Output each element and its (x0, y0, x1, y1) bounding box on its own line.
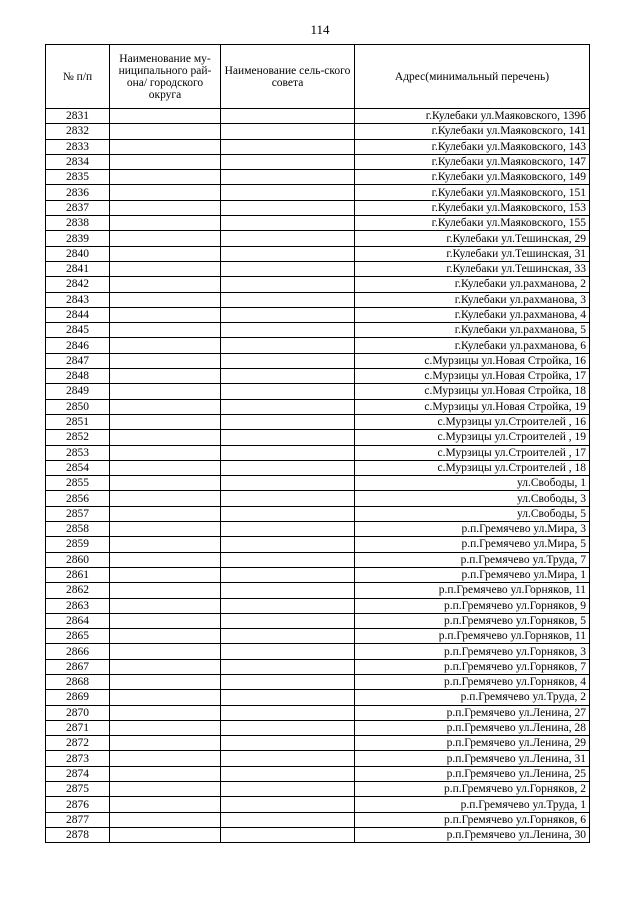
council-cell (221, 307, 355, 322)
address-cell: г.Кулебаки ул.Маяковского, 147 (355, 154, 590, 169)
address-cell: г.Кулебаки ул.рахманова, 2 (355, 277, 590, 292)
council-cell (221, 231, 355, 246)
address-cell: р.п.Гремячево ул.Ленина, 29 (355, 736, 590, 751)
council-cell (221, 766, 355, 781)
council-cell (221, 200, 355, 215)
address-cell: р.п.Гремячево ул.Ленина, 30 (355, 827, 590, 842)
council-cell (221, 154, 355, 169)
municipality-cell (110, 720, 221, 735)
municipality-cell (110, 690, 221, 705)
table-row (46, 690, 590, 705)
address-cell: ул.Свободы, 3 (355, 491, 590, 506)
row-number-cell: 2849 (46, 384, 110, 399)
table-row (46, 567, 590, 582)
row-number-cell: 2870 (46, 705, 110, 720)
row-number-cell: 2875 (46, 782, 110, 797)
row-number-cell: 2857 (46, 506, 110, 521)
table-row (46, 598, 590, 613)
page-number: 114 (310, 22, 330, 37)
header-council: Наименование сель-ского совета (221, 45, 355, 109)
row-number-cell: 2837 (46, 200, 110, 215)
address-cell: р.п.Гремячево ул.Труда, 1 (355, 797, 590, 812)
table-row (46, 629, 590, 644)
row-number-cell: 2846 (46, 338, 110, 353)
address-cell: р.п.Гремячево ул.Мира, 5 (355, 537, 590, 552)
table-row (46, 537, 590, 552)
municipality-cell (110, 812, 221, 827)
row-number-cell: 2831 (46, 109, 110, 124)
municipality-cell (110, 751, 221, 766)
table-row (46, 139, 590, 154)
row-number-cell: 2841 (46, 261, 110, 276)
council-cell (221, 751, 355, 766)
council-cell (221, 583, 355, 598)
council-cell (221, 674, 355, 689)
row-number-cell: 2861 (46, 567, 110, 582)
row-number-cell: 2869 (46, 690, 110, 705)
table-row (46, 522, 590, 537)
address-cell: г.Кулебаки ул.Маяковского, 155 (355, 216, 590, 231)
table-row (46, 720, 590, 735)
row-number-cell: 2856 (46, 491, 110, 506)
council-cell (221, 353, 355, 368)
council-cell (221, 460, 355, 475)
table-row (46, 277, 590, 292)
address-cell: ул.Свободы, 1 (355, 476, 590, 491)
table-row (46, 460, 590, 475)
municipality-cell (110, 277, 221, 292)
address-cell: р.п.Гремячево ул.Горняков, 5 (355, 613, 590, 628)
municipality-cell (110, 460, 221, 475)
table-row (46, 170, 590, 185)
address-cell: г.Кулебаки ул.Маяковского, 151 (355, 185, 590, 200)
council-cell (221, 369, 355, 384)
table-row (46, 445, 590, 460)
row-number-cell: 2843 (46, 292, 110, 307)
address-cell: с.Мурзицы ул.Строителей , 18 (355, 460, 590, 475)
council-cell (221, 797, 355, 812)
row-number-cell: 2876 (46, 797, 110, 812)
council-cell (221, 292, 355, 307)
row-number-cell: 2855 (46, 476, 110, 491)
address-cell: с.Мурзицы ул.Строителей , 17 (355, 445, 590, 460)
address-cell: г.Кулебаки ул.Тешинская, 29 (355, 231, 590, 246)
table-row (46, 659, 590, 674)
table-body (46, 109, 590, 843)
municipality-cell (110, 307, 221, 322)
table-row (46, 491, 590, 506)
address-cell: с.Мурзицы ул.Новая Стройка, 18 (355, 384, 590, 399)
municipality-cell (110, 154, 221, 169)
address-cell: г.Кулебаки ул.рахманова, 3 (355, 292, 590, 307)
row-number-cell: 2871 (46, 720, 110, 735)
council-cell (221, 705, 355, 720)
council-cell (221, 261, 355, 276)
municipality-cell (110, 552, 221, 567)
address-cell: г.Кулебаки ул.рахманова, 4 (355, 307, 590, 322)
municipality-cell (110, 185, 221, 200)
council-cell (221, 476, 355, 491)
table-row (46, 797, 590, 812)
row-number-cell: 2840 (46, 246, 110, 261)
municipality-cell (110, 261, 221, 276)
municipality-cell (110, 736, 221, 751)
address-cell: г.Кулебаки ул.рахманова, 5 (355, 323, 590, 338)
address-cell: г.Кулебаки ул.Маяковского, 149 (355, 170, 590, 185)
address-cell: р.п.Гремячево ул.Мира, 1 (355, 567, 590, 582)
row-number-cell: 2864 (46, 613, 110, 628)
municipality-cell (110, 583, 221, 598)
table-row (46, 414, 590, 429)
table-row (46, 782, 590, 797)
row-number-cell: 2854 (46, 460, 110, 475)
table-row (46, 261, 590, 276)
address-cell: с.Мурзицы ул.Новая Стройка, 19 (355, 399, 590, 414)
table-row (46, 399, 590, 414)
council-cell (221, 812, 355, 827)
table-row (46, 338, 590, 353)
table-row (46, 353, 590, 368)
council-cell (221, 613, 355, 628)
municipality-cell (110, 644, 221, 659)
row-number-cell: 2833 (46, 139, 110, 154)
council-cell (221, 384, 355, 399)
table-row (46, 109, 590, 124)
council-cell (221, 598, 355, 613)
council-cell (221, 170, 355, 185)
municipality-cell (110, 430, 221, 445)
address-cell: р.п.Гремячево ул.Труда, 2 (355, 690, 590, 705)
council-cell (221, 736, 355, 751)
table-row (46, 644, 590, 659)
table-row (46, 766, 590, 781)
municipality-cell (110, 338, 221, 353)
municipality-cell (110, 384, 221, 399)
council-cell (221, 414, 355, 429)
council-cell (221, 720, 355, 735)
municipality-cell (110, 399, 221, 414)
address-cell: р.п.Гремячево ул.Ленина, 25 (355, 766, 590, 781)
table-row (46, 185, 590, 200)
row-number-cell: 2834 (46, 154, 110, 169)
council-cell (221, 399, 355, 414)
municipality-cell (110, 414, 221, 429)
table-row (46, 216, 590, 231)
row-number-cell: 2868 (46, 674, 110, 689)
municipality-cell (110, 109, 221, 124)
table-row (46, 384, 590, 399)
address-cell: г.Кулебаки ул.Маяковского, 143 (355, 139, 590, 154)
table-row (46, 705, 590, 720)
row-number-cell: 2873 (46, 751, 110, 766)
row-number-cell: 2859 (46, 537, 110, 552)
row-number-cell: 2858 (46, 522, 110, 537)
council-cell (221, 690, 355, 705)
municipality-cell (110, 124, 221, 139)
row-number-cell: 2865 (46, 629, 110, 644)
municipality-cell (110, 629, 221, 644)
address-cell: р.п.Гремячево ул.Горняков, 4 (355, 674, 590, 689)
municipality-cell (110, 613, 221, 628)
municipality-cell (110, 537, 221, 552)
municipality-cell (110, 766, 221, 781)
row-number-cell: 2851 (46, 414, 110, 429)
council-cell (221, 827, 355, 842)
row-number-cell: 2842 (46, 277, 110, 292)
row-number-cell: 2872 (46, 736, 110, 751)
header-address: Адрес(минимальный перечень) (355, 45, 590, 109)
municipality-cell (110, 476, 221, 491)
address-table (45, 44, 590, 843)
address-cell: с.Мурзицы ул.Строителей , 19 (355, 430, 590, 445)
council-cell (221, 338, 355, 353)
address-cell: с.Мурзицы ул.Новая Стройка, 17 (355, 369, 590, 384)
row-number-cell: 2845 (46, 323, 110, 338)
municipality-cell (110, 674, 221, 689)
row-number-cell: 2838 (46, 216, 110, 231)
municipality-cell (110, 827, 221, 842)
table-row (46, 307, 590, 322)
address-cell: р.п.Гремячево ул.Ленина, 31 (355, 751, 590, 766)
row-number-cell: 2847 (46, 353, 110, 368)
header-municipality: Наименование му-ниципального рай-она/ городского округа (110, 45, 221, 109)
table-row (46, 812, 590, 827)
table-row (46, 506, 590, 521)
municipality-cell (110, 567, 221, 582)
municipality-cell (110, 216, 221, 231)
council-cell (221, 782, 355, 797)
council-cell (221, 124, 355, 139)
table-header-row (46, 45, 590, 109)
address-cell: р.п.Гремячево ул.Горняков, 11 (355, 629, 590, 644)
table-row (46, 674, 590, 689)
table-row (46, 369, 590, 384)
address-cell: р.п.Гремячево ул.Горняков, 3 (355, 644, 590, 659)
table-row (46, 736, 590, 751)
council-cell (221, 185, 355, 200)
municipality-cell (110, 200, 221, 215)
address-cell: г.Кулебаки ул.Маяковского, 153 (355, 200, 590, 215)
table-row (46, 751, 590, 766)
council-cell (221, 629, 355, 644)
address-cell: г.Кулебаки ул.Маяковского, 141 (355, 124, 590, 139)
table-row (46, 583, 590, 598)
address-cell: г.Кулебаки ул.Маяковского, 139б (355, 109, 590, 124)
council-cell (221, 506, 355, 521)
council-cell (221, 139, 355, 154)
municipality-cell (110, 445, 221, 460)
municipality-cell (110, 369, 221, 384)
address-cell: р.п.Гремячево ул.Горняков, 11 (355, 583, 590, 598)
municipality-cell (110, 506, 221, 521)
table-row (46, 200, 590, 215)
address-cell: р.п.Гремячево ул.Горняков, 7 (355, 659, 590, 674)
row-number-cell: 2850 (46, 399, 110, 414)
row-number-cell: 2844 (46, 307, 110, 322)
municipality-cell (110, 797, 221, 812)
municipality-cell (110, 231, 221, 246)
address-cell: р.п.Гремячево ул.Мира, 3 (355, 522, 590, 537)
row-number-cell: 2853 (46, 445, 110, 460)
table-row (46, 323, 590, 338)
row-number-cell: 2848 (46, 369, 110, 384)
municipality-cell (110, 598, 221, 613)
council-cell (221, 537, 355, 552)
row-number-cell: 2852 (46, 430, 110, 445)
table-row (46, 476, 590, 491)
header-number: № п/п (46, 45, 110, 109)
row-number-cell: 2832 (46, 124, 110, 139)
row-number-cell: 2867 (46, 659, 110, 674)
row-number-cell: 2860 (46, 552, 110, 567)
address-cell: г.Кулебаки ул.Тешинская, 31 (355, 246, 590, 261)
address-cell: р.п.Гремячево ул.Ленина, 28 (355, 720, 590, 735)
row-number-cell: 2866 (46, 644, 110, 659)
address-cell: г.Кулебаки ул.Тешинская, 33 (355, 261, 590, 276)
table-row (46, 246, 590, 261)
municipality-cell (110, 323, 221, 338)
council-cell (221, 522, 355, 537)
row-number-cell: 2836 (46, 185, 110, 200)
table-row (46, 154, 590, 169)
row-number-cell: 2839 (46, 231, 110, 246)
address-cell: р.п.Гремячево ул.Ленина, 27 (355, 705, 590, 720)
municipality-cell (110, 705, 221, 720)
row-number-cell: 2835 (46, 170, 110, 185)
row-number-cell: 2862 (46, 583, 110, 598)
municipality-cell (110, 522, 221, 537)
council-cell (221, 246, 355, 261)
row-number-cell: 2878 (46, 827, 110, 842)
municipality-cell (110, 292, 221, 307)
row-number-cell: 2863 (46, 598, 110, 613)
municipality-cell (110, 139, 221, 154)
table-row (46, 231, 590, 246)
address-cell: р.п.Гремячево ул.Горняков, 9 (355, 598, 590, 613)
address-cell: р.п.Гремячево ул.Труда, 7 (355, 552, 590, 567)
municipality-cell (110, 170, 221, 185)
council-cell (221, 491, 355, 506)
municipality-cell (110, 246, 221, 261)
municipality-cell (110, 782, 221, 797)
table-row (46, 292, 590, 307)
council-cell (221, 659, 355, 674)
address-cell: р.п.Гремячево ул.Горняков, 6 (355, 812, 590, 827)
table-row (46, 552, 590, 567)
municipality-cell (110, 353, 221, 368)
council-cell (221, 109, 355, 124)
council-cell (221, 644, 355, 659)
address-cell: г.Кулебаки ул.рахманова, 6 (355, 338, 590, 353)
table-row (46, 613, 590, 628)
row-number-cell: 2877 (46, 812, 110, 827)
table-row (46, 430, 590, 445)
address-cell: с.Мурзицы ул.Новая Стройка, 16 (355, 353, 590, 368)
council-cell (221, 552, 355, 567)
table-row (46, 124, 590, 139)
municipality-cell (110, 491, 221, 506)
council-cell (221, 445, 355, 460)
council-cell (221, 277, 355, 292)
council-cell (221, 323, 355, 338)
municipality-cell (110, 659, 221, 674)
row-number-cell: 2874 (46, 766, 110, 781)
council-cell (221, 567, 355, 582)
table-row (46, 827, 590, 842)
address-cell: р.п.Гремячево ул.Горняков, 2 (355, 782, 590, 797)
address-cell: ул.Свободы, 5 (355, 506, 590, 521)
address-cell: с.Мурзицы ул.Строителей , 16 (355, 414, 590, 429)
council-cell (221, 430, 355, 445)
council-cell (221, 216, 355, 231)
